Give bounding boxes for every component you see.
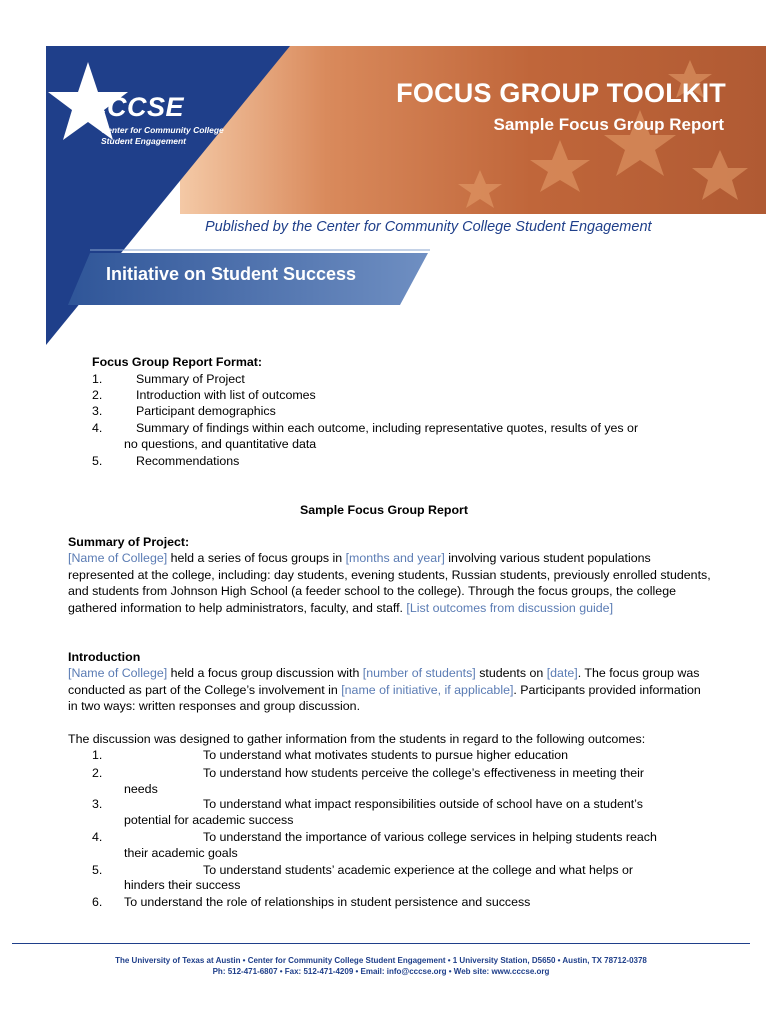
summary-paragraph: [Name of College] held a series of focus groups in [months and year] involving various student populations represented at the college, including: day students, evening students, Russian students, previously enrolled students, and students from Johnson High School (a feeder school to the college). Through the focus groups, the college gathered information to help administrators, faculty, and staff. [List outcomes from discussion guide] [68,551,711,615]
introduction-paragraph: [Name of College] held a focus group discussion with [number of students] students on [date]. The focus group was conducted as part of the College’s involvement in [name of initiative, if applicable]. Participants provided information in two ways: written responses and group discussion. [68,666,701,713]
list-item-continuation: potential for academic success [124,813,294,827]
list-item: 5. To understand students’ academic experience at the college and what helps or [92,863,634,877]
logo-tagline: Student Engagement [101,136,187,146]
list-item: 1. To understand what motivates students to pursue higher education [92,748,569,762]
list-item: 2. Introduction with list of outcomes [92,388,316,402]
logo-text: CCCSE [87,92,185,122]
footer-address: The University of Texas at Austin • Center for Community College Student Engagement • 1 University Station, D5650 • Austin, TX 78712-0378 [115,956,647,965]
toolkit-subtitle: Sample Focus Group Report [493,115,724,134]
published-by: Published by the Center for Community College Student Engagement [205,219,652,235]
list-item: 6. To understand the role of relationships in student persistence and success [92,895,531,909]
list-item: 2. To understand how students perceive the college’s effectiveness in meeting their [92,766,645,780]
toolkit-title: FOCUS GROUP TOOLKIT [396,78,726,108]
list-item-continuation: their academic goals [124,846,238,860]
footer-divider [12,943,750,944]
list-item-continuation: hinders their success [124,878,241,892]
header-banner [0,0,768,345]
format-heading: Focus Group Report Format: [92,355,263,369]
footer-contact: Ph: 512-471-6807 • Fax: 512-471-4209 • Email: info@cccse.org • Web site: www.cccse.org [212,967,550,976]
list-item: 3. Participant demographics [92,404,276,418]
list-item: 4. Summary of findings within each outcome, including representative quotes, results of yes or [92,421,639,435]
introduction-heading: Introduction [68,650,141,664]
outcomes-lead: The discussion was designed to gather information from the students in regard to the following outcomes: [68,732,646,746]
list-item-continuation: needs [124,782,158,796]
list-item: 3. To understand what impact responsibilities outside of school have on a student’s [92,797,643,811]
list-item: 1. Summary of Project [92,372,245,386]
list-item: 5. Recommendations [92,454,240,468]
list-item-continuation: no questions, and quantitative data [124,437,317,451]
summary-heading: Summary of Project: [68,535,190,549]
initiative-title: Initiative on Student Success [106,264,357,284]
report-title: Sample Focus Group Report [300,503,468,517]
list-item: 4. To understand the importance of various college services in helping students reach [92,830,657,844]
logo-tagline: Center for Community College [101,125,224,135]
